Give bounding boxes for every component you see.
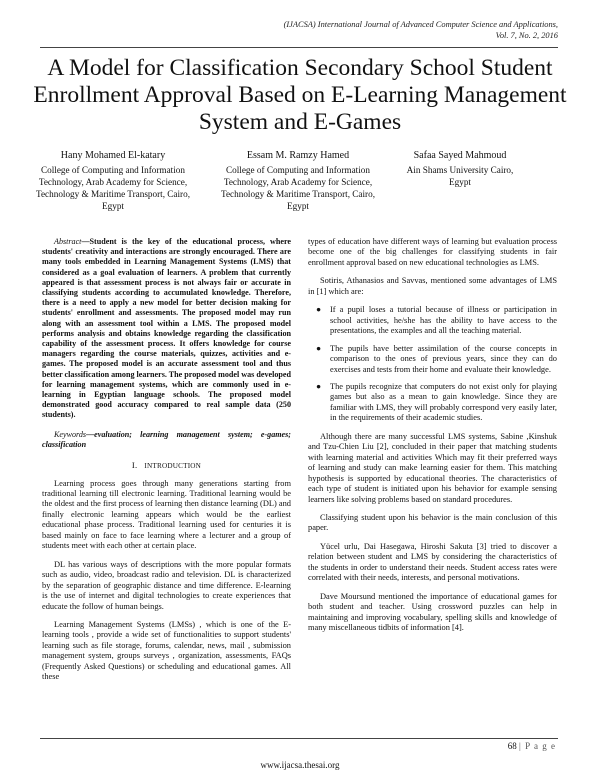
page-number: [508, 741, 556, 751]
paragraph: DL has various ways of descriptions with the more popular formats such as audio, video, broadcast radio and television. DL is characterized by the separation of geographic distance and time difference. E-learning is the use of internet and digital technologies to create experiences that educate the follow of human beings.: [42, 559, 291, 611]
keywords-text: —evaluation; learning management system; e-games; classification: [42, 429, 291, 449]
journal-volume: Vol. 7, No. 2, 2016: [495, 31, 558, 40]
page-label: | P a g e: [519, 741, 556, 751]
advantages-list: [308, 305, 557, 424]
journal-name: (IJACSA) International Journal of Advanced Computer Science and Applications,: [283, 20, 558, 29]
paper-title: A Model for Classification Secondary School Student Enrollment Approval Based on E-Learning Management System and E-Games: [33, 55, 567, 135]
paragraph: Learning Management Systems (LMSs) , which is one of the E-learning tools , provide a wide set of functionalities to support students' learning such as file storage, forums, calendar, news, mail , submission management system, groups surveys , organization, assessments, FAQs (Frequently Asked Questions) or scheduling and educational games. All these: [42, 619, 291, 682]
paragraph: Learning process goes through many generations starting from traditional learning till electronic learning. Traditional learning would be the oldest and the first process of learning then distance learning (DL) and finally electronic learning appears which would be the earliest educational phase process. Traditional learning used for centuries it is based mainly on face to face learning where a lecturer and a group of students meet with each other at certain place.: [42, 478, 291, 551]
author-affiliation: College of Computing and Information Technology, Arab Academy for Science, Technology & Maritime Transport, Cairo, Egypt: [36, 165, 190, 211]
paragraph: types of education have different ways of learning but evaluation process become one of the big challenges for classifying students in fair enrollment approval based on new educational technologies as LMS.: [308, 237, 557, 267]
section-number: I.: [131, 460, 138, 471]
author-3: [395, 150, 525, 188]
author-name: Essam M. Ramzy Hamed: [246, 150, 350, 161]
paragraph: Yücel urlu, Dai Hasegawa, Hiroshi Sakuta [3] tried to discover a relation between student and LMS by considering the characteristics of the students in order to understand their needs. Student access rates were correlated with their needs, interests, and personal motivations.: [308, 541, 557, 583]
author-name: Safaa Sayed Mahmoud: [413, 150, 507, 161]
paragraph: Sotiris, Athanasios and Savvas, mentioned some advantages of LMS in [1] which are:: [308, 276, 557, 296]
list-item: ● The pupils have better assimilation of the course concepts in comparison to the ones of previous years, since they can do exercises and tests from their home and evaluate their knowledge.: [316, 343, 557, 374]
list-item: ● If a pupil loses a tutorial because of illness or participation in school activities, he/she has the ability to have access to the presentations, the examples and all the teaching material.: [316, 305, 557, 336]
journal-url: www.ijacsa.thesai.org: [260, 760, 340, 770]
author-affiliation: College of Computing and Information Technology, Arab Academy for Science, Technology & Maritime Transport, Cairo, Egypt: [221, 165, 375, 211]
header-divider: [40, 47, 558, 48]
paragraph: Dave Moursund mentioned the importance of educational games for both student and teacher. Using crossword puzzles can help in maintaining and improving vocabulary, spelling skills and knowledge of many miscellaneous tidbits of information [4].: [308, 591, 557, 633]
author-2: [213, 150, 383, 212]
keywords-lead: Keywords: [54, 429, 87, 439]
journal-header: [158, 19, 558, 41]
bullet-icon: ●: [316, 305, 322, 315]
section-title: INTRODUCTION: [144, 462, 202, 471]
abstract-lead: Abstract: [54, 237, 82, 246]
author-affiliation: Ain Shams University Cairo, Egypt: [406, 165, 514, 187]
page-number-value: 68: [507, 741, 517, 751]
abstract-text: —Student is the key of the educational process, where students' creativity and interactions are strongly encouraged. There are many tools embedded in Learning Management Systems (LMS) that considered as a goal evaluation of learners. A problem that currently appeared is that assessment process is not always fair or accurate in classifying students according to accumulated knowledge. Therefore, there is a need to apply a new model for better decision making for students' enrollment and assessments. The proposed model may run along with an assessment tool within a LMS. The proposed model performs analysis and obtains knowledge regarding the classification capability of the assessment process. It offers knowledge for course managers regarding the course materials, quizzes, activities and e-games. The proposed model is an accurate assessment tool and thus better classification among learners. The proposed model was developed for learning management systems, which are commonly used in e-learning in Egyptian language schools. The proposed model demonstrated good accuracy compared to real sample data (250 students).: [42, 237, 291, 420]
author-1: [28, 150, 198, 212]
paragraph: Although there are many successful LMS systems, Sabine ,Kinshuk and Tzu-Chien Liu [2], concluded in their paper that matching students with learning material and activities Which may fit their preferred ways of learning and study can make learning easier for them. This matching hypothesis is supported by educational theories. The characteristics of each type of student is initiated upon his behavior for example sensing learners like solving problems based on standard procedures.: [308, 431, 557, 504]
paragraph: Classifying student upon his behavior is the main conclusion of this paper.: [308, 512, 557, 533]
bullet-icon: ●: [316, 381, 322, 391]
bullet-icon: ●: [316, 343, 322, 353]
keywords: [42, 430, 291, 450]
section-heading: [42, 460, 291, 471]
list-item: ● The pupils recognize that computers do not exist only for playing games but also as a mean to gain knowledge. Since they are familiar with LMS, they will probably correspond very easily later, in the requirements of their academic studies.: [316, 381, 557, 423]
author-block: [36, 150, 560, 220]
left-column: [42, 237, 291, 691]
footer-divider: [40, 738, 558, 739]
right-column: [308, 237, 557, 642]
author-name: Hany Mohamed El-katary: [60, 150, 166, 161]
abstract: [42, 237, 291, 421]
